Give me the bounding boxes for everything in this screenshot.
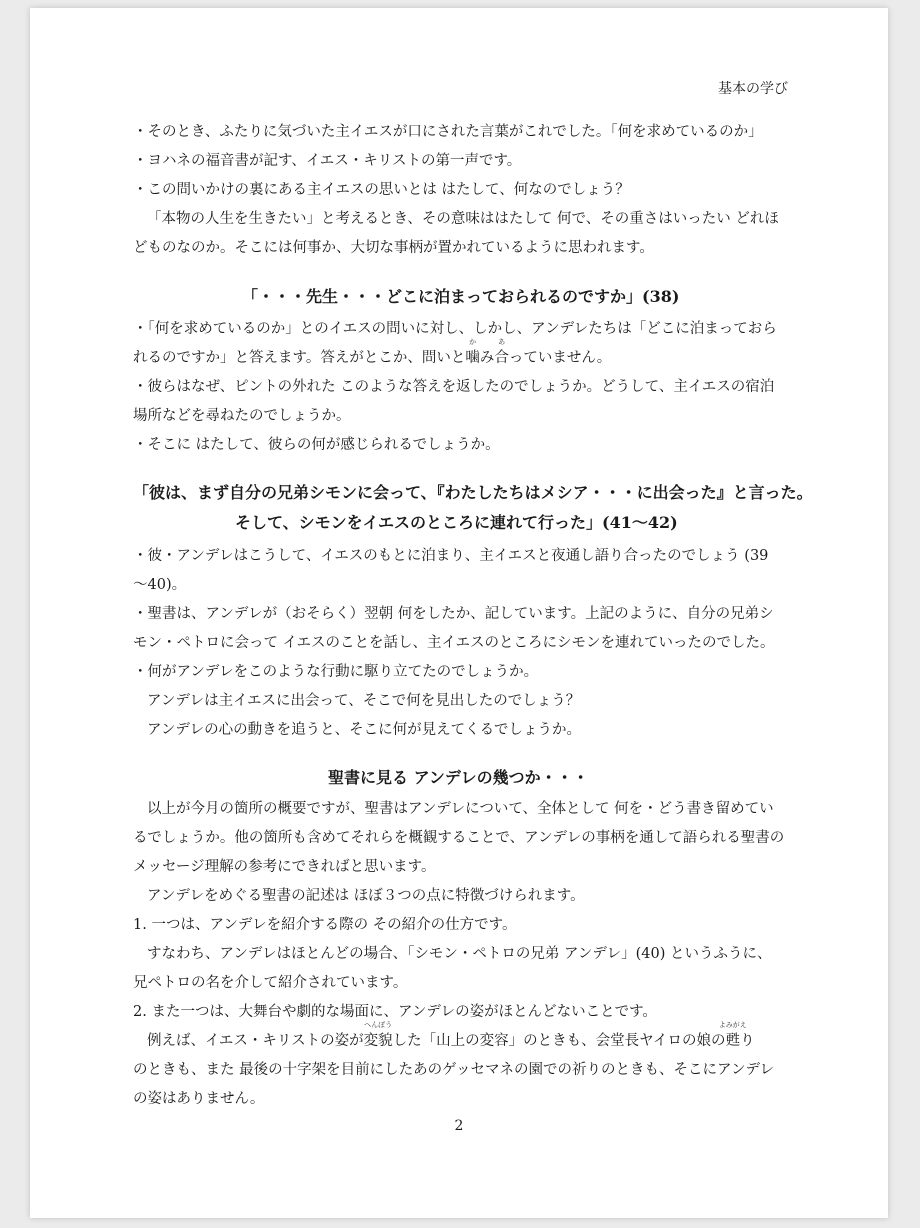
intro-line-5: どものなのか。そこには何事か、大切な事柄が置かれているように思われます。: [133, 240, 654, 256]
page-header: 基本の学び: [718, 81, 788, 97]
sec3-line-9: 例えば、イエス・キリストの姿が へんぼう 変貌した「山上の変容」のときも、会堂長ヤイロの娘の よみがえ 甦り: [147, 1021, 755, 1049]
intro-line-1: ・そのとき、ふたりに気づいた主イエスが口にされた言葉がこれでした。「何を求めているのか」: [133, 124, 763, 140]
sec2-line-7: アンデレの心の動きを追うと、そこに何が見えてくるでしょうか。: [147, 722, 581, 738]
sec3-line-1: 以上が今月の箇所の概要ですが、聖書はアンデレについて、全体として 何を・どう書き留めてい: [147, 801, 774, 817]
sec3-line-3: メッセージ理解の参考にできればと思います。: [133, 859, 436, 875]
section-1-heading: 「・・・先生・・・どこに泊まっておられるのですか」(38): [242, 287, 680, 306]
section-2-heading-line-2: そして、シモンをイエスのところに連れて行った」(41〜42): [235, 513, 678, 532]
sec3-line-5: 1. 一つは、アンデレを紹介する際の その紹介の仕方です。: [133, 917, 517, 933]
sec2-line-4: モン・ペトロに会って イエスのことを話し、主イエスのところにシモンを連れていったのでした。: [133, 635, 775, 651]
sec3-line-8: 2. また一つは、大舞台や劇的な場面に、アンデレの姿がほとんどないことです。: [133, 1004, 657, 1020]
sec1-line-2: れるのですか」と答えます。答えがとこか、問いと か 噛み あ 合っていません。: [133, 338, 612, 366]
sec3-line-2: るでしょうか。他の箇所も含めてそれらを概観することで、アンデレの事柄を通して語られる聖書の: [133, 830, 785, 846]
sec2-line-3: ・聖書は、アンデレが（おそらく）翌朝 何をしたか、記しています。上記のように、自分の兄弟シ: [133, 606, 774, 622]
sec2-line-6: アンデレは主イエスに出会って、そこで何を見出したのでしょう？: [147, 693, 581, 709]
sec1-line-3: ・彼らはなぜ、ピントの外れた このような答えを返したのでしょうか。どうして、主イエスの宿泊: [133, 379, 775, 395]
intro-line-4: 「本物の人生を生きたい」と考えるとき、その意味ははたして 何で、その重さはいったい どれほ: [147, 211, 779, 227]
sec1-line-4: 場所などを尋ねたのでしょうか。: [133, 408, 351, 424]
sec1-line-5: ・そこに はたして、彼らの何が感じられるでしょうか。: [133, 437, 500, 453]
sec3-line-7: 兄ペトロの名を介して紹介されています。: [133, 975, 408, 991]
sec3-line-11: の姿はありません。: [133, 1091, 265, 1107]
sec3-line-4: アンデレをめぐる聖書の記述は ほぼ３つの点に特徴づけられます。: [147, 888, 585, 904]
section-2-heading-line-1: 「彼は、まず自分の兄弟シモンに会って、『わたしたちはメシア・・・に出会った』と言った。: [133, 483, 813, 502]
intro-line-2: ・ヨハネの福音書が記す、イエス・キリストの第一声です。: [133, 153, 522, 169]
sec2-line-2: 〜40)。: [133, 577, 187, 593]
sec3-line-6: すなわち、アンデレはほとんどの場合、「シモン・ペトロの兄弟 アンデレ」(40) というふうに、: [147, 946, 772, 962]
page-number: 2: [454, 1118, 464, 1134]
document-page: [30, 8, 888, 1218]
sec2-line-5: ・何がアンデレをこのような行動に駆り立てたのでしょうか。: [133, 664, 539, 680]
sec2-line-1: ・彼・アンデレはこうして、イエスのもとに泊まり、主イエスと夜通し語り合ったのでしょう (39: [133, 548, 769, 564]
sec3-line-10: のときも、また 最後の十字架を目前にしたあのゲッセマネの園での祈りのときも、そこにアンデレ: [133, 1062, 775, 1078]
section-3-heading: 聖書に見る アンデレの幾つか・・・: [328, 768, 589, 787]
sec1-line-1: ・「何を求めているのか」とのイエスの問いに対し、しかし、アンデレたちは「どこに泊まっておら: [133, 321, 777, 337]
intro-line-3: ・この問いかけの裏にある主イエスの思いとは はたして、何なのでしょう？: [133, 182, 630, 198]
